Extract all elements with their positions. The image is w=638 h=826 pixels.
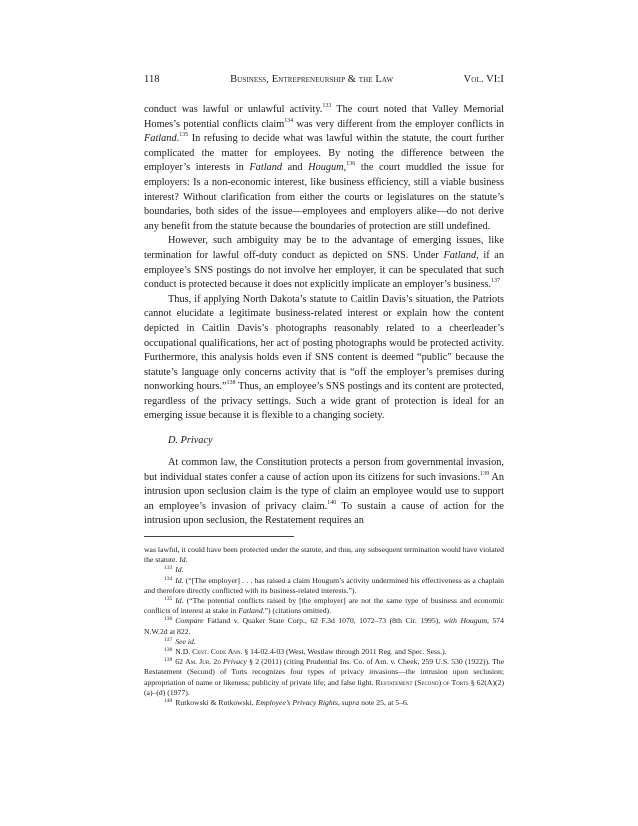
paragraph-4 [144, 456, 504, 529]
footnote-number: 135 [164, 596, 173, 603]
text: Fatland v. Quaker State Corp., 62 F.3d 1070, 1072–73 (8th Cir. 1995), [203, 616, 444, 626]
journal-title: Business, Entrepreneurship & the Law [230, 74, 394, 85]
section-heading: D. Privacy [168, 435, 213, 447]
text: Rutkowski & Rutkowski, [175, 698, 256, 708]
text: (“The potential conflicts raised by [the employer] are not the same type of business and economic conflicts of interest at stake in [144, 596, 504, 616]
footnote-ref-139[interactable]: 139 [480, 470, 490, 477]
text: § 14-02.4-03 (West, Westlaw through 2011 Reg. and Spec. Sess.). [242, 647, 447, 657]
footnote-number: 139 [164, 657, 173, 664]
text: conduct was lawful or unlawful activity. [144, 104, 323, 115]
case-name: Hougum [308, 162, 344, 174]
citation: Id. [175, 565, 184, 575]
text: .”) (citations omitted). [262, 606, 332, 616]
footnote-ref-140[interactable]: 140 [327, 499, 337, 506]
footnote-ref-134[interactable]: 134 [284, 117, 294, 124]
footnote-ref-133[interactable]: 133 [322, 103, 332, 109]
text: , if an employee’s SNS postings do not involve her employer, it can be speculated that such conduct is protected because it does not explicitly implicate an employer’s business. [144, 249, 504, 291]
case-name: Fatland [238, 606, 263, 616]
code-name: N.D. Cent. Code Ann. [175, 647, 243, 657]
text: However, such ambiguity may be to the advantage of emerging issues, like termination for lawful off-duty conduct as depicted on SNS. Under [144, 235, 504, 261]
paragraph-1 [144, 103, 504, 234]
text: , 574 N.W.2d at 822. [144, 616, 504, 636]
restatement-name: Restatement (Second) of Torts [375, 677, 469, 687]
case-name: Fatland [144, 133, 177, 145]
case-name: Fatland [443, 249, 477, 261]
footnote-number: 140 [164, 698, 173, 705]
text: . [176, 133, 180, 145]
footnote-number: 134 [164, 575, 173, 582]
footnote-137 [144, 637, 504, 647]
text: , [337, 698, 342, 708]
page-number: 118 [144, 74, 160, 85]
footnote-136 [144, 616, 504, 636]
paragraph-3 [144, 293, 504, 424]
footnote-number: 133 [164, 565, 173, 572]
text: The court noted that Valley Memorial Homes’s potential conflicts claim [144, 104, 504, 130]
footnote-134 [144, 576, 504, 596]
text: Thus, if applying North Dakota’s statute to Caitlin Davis’s situation, the Patriots cannot elucidate a legitimate business-related interest or explain how the content depicted in Caitlin Davis’s photographs reasonably related to a cheerleader’s occupational qualifications, her act of posting photographs would be protected activity. Furthermore, this analysis holds even if SNS content is deemed “public” because the statute’s language only concerns activity that is “off the employer’s premises during nonworking hours.” [144, 293, 504, 393]
text: § 2 (2011) (citing Prudential Ins. Co. of Am. v. Cheek, 259 U.S. 530 (1922)). The Restatement (Second) of Torts recognizes four types of privacy invasions—the intrusion upon seclusion; appropriation of name or likeness; publicity of private life; and false light. [144, 657, 504, 687]
citation: Id. [179, 555, 188, 565]
text: , [343, 162, 347, 174]
text: was lawful, it could have been protected under the statute, and thus, any subsequent termination would have violated the statute. [144, 545, 504, 565]
text: To sustain a cause of action for the intrusion upon seclusion, the Restatement requires an [144, 500, 504, 527]
volume-label: Vol. VI:I [463, 74, 504, 85]
footnote-number: 136 [164, 616, 173, 623]
footnote-ref-137[interactable]: 137 [490, 278, 500, 285]
footnote-ref-138[interactable]: 138 [226, 380, 236, 387]
text: In refusing to decide what was lawful within the statute, the court further complicated the matter for employees. By noting the difference between the employer’s interests in [144, 133, 504, 174]
footnote-140 [144, 698, 504, 708]
footnote-number: 137 [164, 636, 173, 643]
treatise-name: Am. Jur. 2d [185, 657, 221, 667]
text: An intrusion upon seclusion claim is the type of claim an employee would use to support an employee’s invasion of privacy claim. [144, 471, 505, 512]
footnote-133 [144, 565, 504, 575]
body-text [144, 103, 504, 529]
text: § 62(A)(2)(a)–(d) (1977). [144, 677, 504, 697]
footnote-continuation [144, 545, 504, 565]
footnote-ref-136[interactable]: 136 [346, 161, 356, 168]
footnote-139 [144, 657, 504, 698]
footnotes [144, 545, 504, 708]
case-name: with Hougum [443, 616, 488, 626]
running-header [144, 74, 504, 88]
footnote-135 [144, 596, 504, 616]
citation: Privacy [223, 657, 247, 667]
citation: See id. [175, 636, 196, 646]
footnote-ref-135[interactable]: 135 [179, 132, 189, 139]
text: Thus, an employee’s SNS postings and its content are protected, regardless of the privacy settings. Such a wide grant of protection is ideal for an emerging issue because it is flexible to a changing society. [144, 381, 504, 422]
citation: Id. [175, 596, 184, 606]
text: the court muddled the issue for employers: Is a non-economic interest, like business efficiency, still a viable business interest? Without clarification from either the courts or legislatures on the statute’s boundaries, both sides of the issue—employees and employers alike—do not derive any benefit from the statute because the boundaries of protection are still undefined. [144, 162, 504, 232]
citation-signal: supra [341, 698, 360, 708]
footnote-number: 138 [164, 647, 173, 654]
footnote-divider [144, 536, 294, 537]
case-name: Fatland [249, 162, 282, 174]
article-title: Employee’s Privacy Rights [255, 698, 338, 708]
text: was very different from the employer conflicts in [293, 118, 505, 130]
text: and [282, 162, 309, 174]
text: 62 [175, 657, 186, 667]
document-page [144, 74, 504, 708]
text: At common law, the Constitution protects a person from governmental invasion, but individual states confer a cause of action upon its citizens for such invasions. [144, 457, 504, 483]
citation-signal: Compare [175, 616, 204, 626]
citation: Id. [175, 575, 184, 585]
text: (“[The employer] . . . has raised a claim Hougum’s activity undermined his effectiveness as a chaplain and therefore directly conflicted with its business-related interests.”). [144, 575, 504, 595]
footnote-138 [144, 647, 504, 657]
paragraph-2 [144, 234, 504, 292]
text: note 25, at 5–6. [359, 698, 409, 708]
